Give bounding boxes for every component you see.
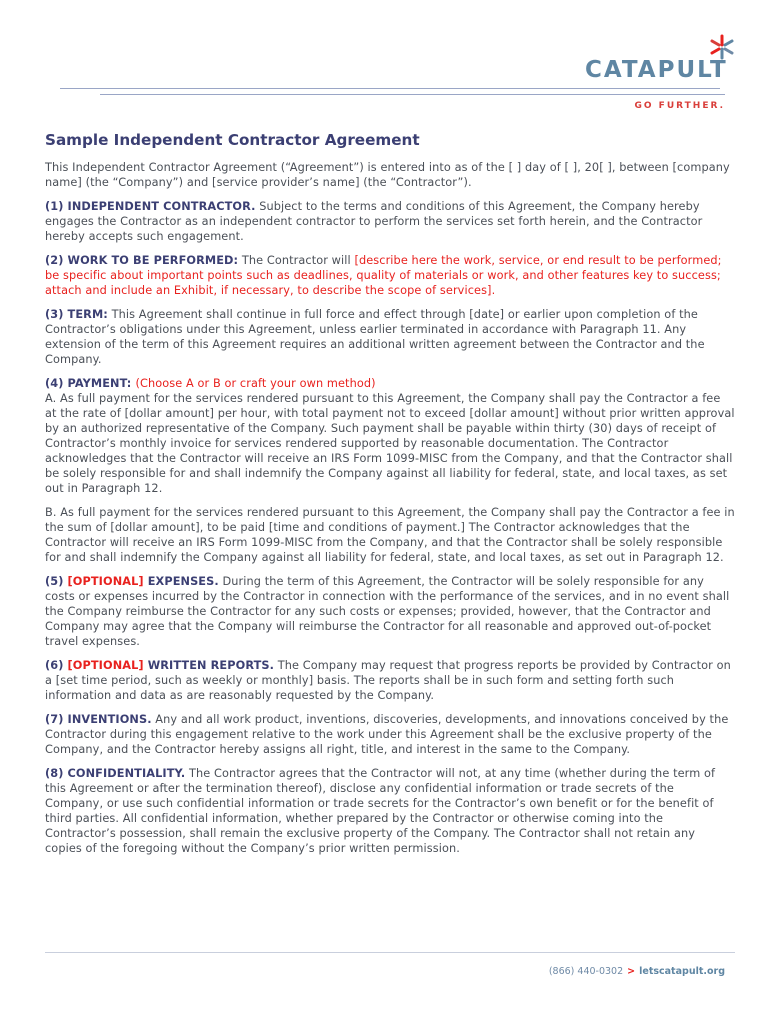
section-payment [45,376,735,496]
placeholder-instruction: [describe here the work, service, or end result to be performed; be specific about important points such as deadlines, quality of materials or work, and other features key to success; attach and include an Exhibit, if necessary, to describe the scope of services]. [45,254,722,297]
section-heading: (8) CONFIDENTIALITY. [45,767,186,780]
brand-tagline: GO FURTHER. [634,101,725,111]
footer-rule [45,952,735,953]
section-term [45,307,735,367]
section-work-to-be-performed [45,253,735,298]
section-heading: (3) TERM: [45,308,108,321]
page-title: Sample Independent Contractor Agreement [45,131,420,149]
section-expenses [45,574,735,649]
intro-paragraph: This Independent Contractor Agreement (“Agreement”) is entered into as of the [ ] day of [ ], 20[ ], between [company name] (the “Company”) and [service provider’s name] (the “Contractor”). [45,161,730,189]
section-heading: EXPENSES. [143,575,219,588]
payment-option-a: A. As full payment for the services rendered pursuant to this Agreement, the Company shall pay the Contractor a fee at the rate of [dollar amount] per hour, with total payment not to exceed [dollar amount] without prior written approval by an authorized representative of the Company. Such payment shall be payable within thirty (30) days of receipt of Contractor’s monthly invoice for services rendered supported by reasonable documentation. The Contractor acknowledges that the Contractor will receive an IRS Form 1099-MISC from the Company, and that the Contractor shall be solely responsible for and shall indemnify the Company against all liability for federal, state, and local taxes, as set out in Paragraph 12. [45,392,735,495]
payment-option-b: B. As full payment for the services rendered pursuant to this Agreement, the Company shall pay the Contractor a fee in the sum of [dollar amount], to be paid [time and conditions of payment.] The Contractor acknowledges that the Contractor will receive an IRS Form 1099-MISC from the Company, and that the Contractor shall be solely responsible for and shall indemnify the Company against all liability for federal, state, and local taxes, as set out in Paragraph 12. [45,506,735,564]
section-text: The Contractor agrees that the Contractor will not, at any time (whether during the term of this Agreement or after the termination thereof), disclose any confidential information or trade secrets of the Company, or use such confidential information or trade secrets for the Contractor’s own benefit or for the benefit of third parties. All confidential information, whether prepared by the Contractor or otherwise coming into the Contractor’s possession, shall remain the exclusive property of the Company. The Contractor shall not retain any copies of the foregoing without the Company’s prior written permission. [45,767,716,855]
section-number: (5) [45,575,68,588]
section-text: The Company may request that progress reports be provided by Contractor on a [set time period, such as weekly or monthly] basis. The reports shall be in such form and setting forth such information and data as are reasonably requested by the Company. [45,659,731,702]
footer-phone: (866) 440-0302 [548,966,624,977]
footer-website-link[interactable]: letscatapult.org [639,966,725,977]
section-heading: (2) WORK TO BE PERFORMED: [45,254,239,267]
section-text: This Agreement shall continue in full force and effect through [date] or earlier upon completion of the Contractor’s obligations under this Agreement, unless earlier terminated in accordance with Paragraph 11. Any extension of the term of this Agreement requires an additional written agreement between the Contractor and the Company. [45,308,705,366]
section-confidentiality [45,766,735,856]
footer-contact [430,966,725,977]
section-heading: WRITTEN REPORTS. [143,659,275,672]
header-rule-bottom [100,94,725,95]
section-text: Subject to the terms and conditions of this Agreement, the Company hereby engages the Contractor as an independent contractor to perform the services set forth herein, and the Contractor hereby accepts such engagement. [45,200,703,243]
section-written-reports [45,658,735,703]
optional-tag: [OPTIONAL] [67,575,144,588]
header-rule-top [60,88,720,89]
section-inventions [45,712,735,757]
section-independent-contractor [45,199,735,244]
payment-instruction: (Choose A or B or craft your own method) [135,377,376,390]
section-number: (6) [45,659,68,672]
document-body [45,130,735,865]
section-heading: (4) PAYMENT: [45,377,136,390]
section-text: During the term of this Agreement, the Contractor will be solely responsible for any costs or expenses incurred by the Contractor in connection with the performance of the services, and in no event shall the Company reimburse the Contractor for any such costs or expenses; provided, however, that the Contractor and Company may agree that the Company will reimburse the Contractor for all reasonable and approved out-of-pocket travel expenses. [45,575,730,648]
section-heading: (7) INVENTIONS. [45,713,152,726]
footer-separator: > [627,966,636,977]
section-text: Any and all work product, inventions, discoveries, developments, and innovations conceived by the Contractor during this engagement relative to the work under this Agreement shall be the exclusive property of the Company, and the Contractor hereby assigns all right, title, and interest in the same to the Company. [45,713,729,756]
section-text: The Contractor will [238,254,355,267]
brand-logo: CATAPULT [585,57,728,83]
optional-tag: [OPTIONAL] [67,659,144,672]
section-heading: (1) INDEPENDENT CONTRACTOR. [45,200,256,213]
